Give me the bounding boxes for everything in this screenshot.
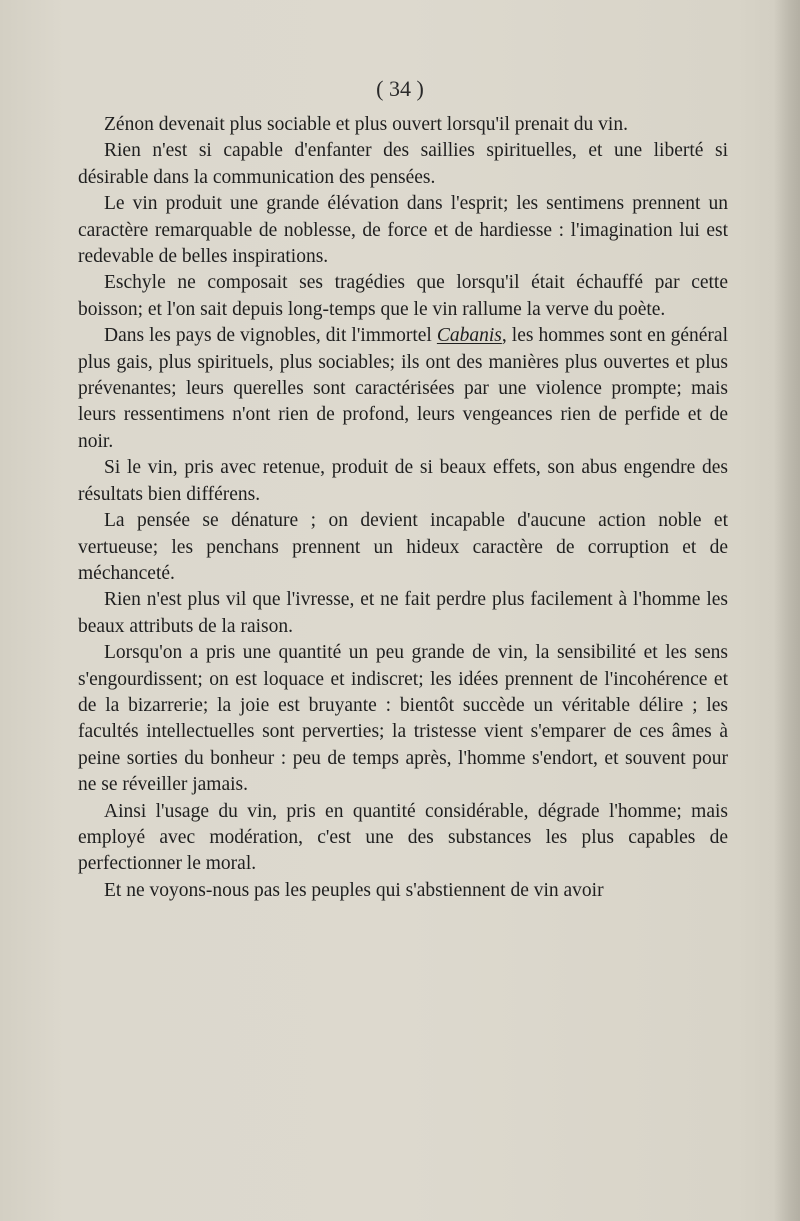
paragraph-2: Rien n'est si capable d'enfanter des saillies spirituelles, et une liberté si désirable dans la communication des pensées. xyxy=(78,140,728,188)
paragraph-9: Lorsqu'on a pris une quantité un peu grande de vin, la sensibilité et les sens s'engourdissent; on est loquace et indiscret; les idées prennent de l'incohérence et de la bizarrerie; la joie est bruyante : bientôt succède un véritable délire ; les facultés intellectuelles sont perverties; la tristesse vient s'emparer de ces âmes à peine sorties du bonheur : peu de temps après, l'homme s'endort, et souvent pour ne se réveiller jamais. xyxy=(78,642,728,796)
paragraph-4: Eschyle ne composait ses tragédies que lorsqu'il était échauffé par cette boisson; et l'on sait depuis long-temps que le vin rallume la verve du poète. xyxy=(78,272,728,320)
paragraph-8: Rien n'est plus vil que l'ivresse, et ne fait perdre plus facilement à l'homme les beaux attributs de la raison. xyxy=(78,589,728,637)
paragraph-10: Ainsi l'usage du vin, pris en quantité considérable, dégrade l'homme; mais employé avec modération, c'est une des substances les plus capables de perfectionner le moral. xyxy=(78,800,728,875)
page-edge-shadow xyxy=(774,0,800,1221)
paragraph-3: Le vin produit une grande élévation dans l'esprit; les sentimens prennent un caractère remarquable de noblesse, de force et de hardiesse : l'imagination lui est redevable de belles inspirations. xyxy=(78,193,728,268)
paragraph-6: Si le vin, pris avec retenue, produit de si beaux effets, son abus engendre des résultats bien différens. xyxy=(78,457,728,505)
body-text xyxy=(78,112,728,904)
author-name-cabanis: Cabanis xyxy=(436,325,502,347)
paragraph-7: La pensée se dénature ; on devient incapable d'aucune action noble et vertueuse; les penchans prennent un hideux caractère de corruption et de méchanceté. xyxy=(78,510,728,584)
paragraph-1: Zénon devenait plus sociable et plus ouvert lorsqu'il prenait du vin. xyxy=(104,114,628,135)
page-number: ( 34 ) xyxy=(376,76,424,101)
paragraph-5-after: , les hommes sont en général plus gais, plus spirituels, plus sociables; ils ont des manières plus ouvertes et plus prévenantes; leurs querelles sont caractérisées par une violence prompte; mais leurs ressentimens n'ont rien de profond, leurs vengeances rien de perfide et de noir. xyxy=(78,325,728,452)
paragraph-11: Et ne voyons-nous pas les peuples qui s'abstiennent de vin avoir xyxy=(104,879,604,901)
paragraph-5-before: Dans les pays de vignobles, dit l'immortel xyxy=(104,325,437,347)
paragraph-5 xyxy=(78,323,728,455)
